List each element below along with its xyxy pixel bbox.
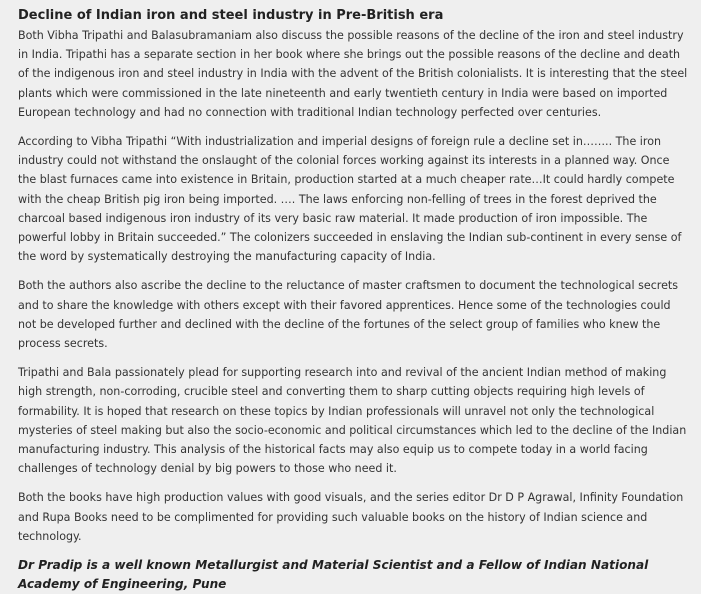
paragraph-tripathi-quote: According to Vibha Tripathi “With industrialization and imperial designs of foreign rule a decline set in…….. The iron industry could not withstand the onslaught of the colonial forces working against its interests in a planned way. Once the blast furnaces came into existence in Britain, production started at a much cheaper rate…It could hardly compete with the cheap British pig iron being imported. …. The laws enforcing non-felling of trees in the forest deprived the charcoal based indigenous iron industry of its very basic raw material. It made production of iron impossible. The powerful lobby in Britain succeeded.” The colonizers succeeded in enslaving the Indian sub-continent in every sense of the word by systematically destroying the manufacturing capacity of India. [18,135,682,264]
paragraph-book-production: Both the books have high production values with good visuals, and the series editor Dr D P Agrawal, Infinity Foundation and Rupa Books need to be complimented for providing such valuable books on the history of Indian science and technology. [18,491,684,543]
paragraph-craftsmen-reluctance: Both the authors also ascribe the decline to the reluctance of master craftsmen to document the technological secrets and to share the knowledge with others except with their favored apprentices. Hence some of the technologies could not be developed further and declined with the decline of the fortunes of the select group of families who knew the process secrets. [18,279,679,351]
author-byline: Dr Pradip is a well known Metallurgist and Material Scientist and a Fellow of Indian National Academy of Engineering, Pune [18,558,649,592]
section-heading: Decline of Indian iron and steel industry in Pre-British era [18,8,444,23]
paragraph-decline-reasons: Both Vibha Tripathi and Balasubramaniam also discuss the possible reasons of the decline of the iron and steel industry in India. Tripathi has a separate section in her book where she brings out the possible reasons of the decline and death of the indigenous iron and steel industry in India with the advent of the British colonialists. It is interesting that the steel plants which were commissioned in the late nineteenth and early twentieth century in India were based on imported European technology and had no connection with traditional Indian technology perfected over centuries. [18,29,688,119]
paragraph-research-plea: Tripathi and Bala passionately plead for supporting research into and revival of the ancient Indian method of making high strength, non-corroding, crucible steel and converting them to sharp cutting objects requiring high levels of formability. It is hoped that research on these topics by Indian professionals will unravel not only the technological mysteries of steel making but also the socio-economic and political circumstances which led to the decline of the Indian manufacturing industry. This analysis of the historical facts may also equip us to compete today in a world facing challenges of technology denial by big powers to those who need it. [18,366,687,476]
